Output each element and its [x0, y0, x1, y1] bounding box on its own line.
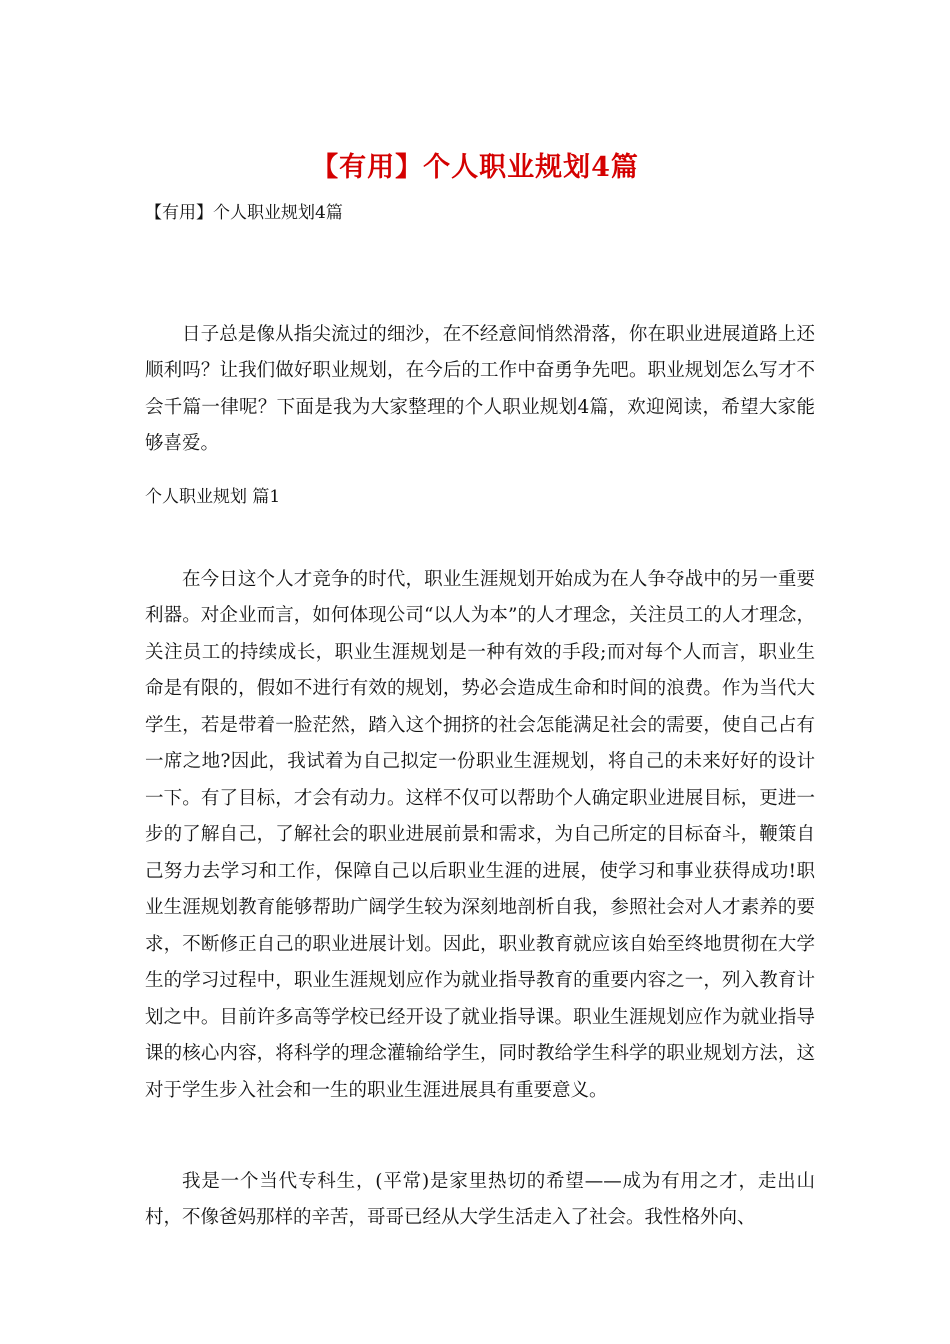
body-paragraph: 在今日这个人才竞争的时代，职业生涯规划开始成为在人争夺战中的另一重要利器。对企业而言，如何体现公司“以人为本”的人才理念，关注员工的人才理念，关注员工的持续成长，职业生涯规划是一种有效的手段;而对每个人而言，职业生命是有限的，假如不进行有效的规划，势必会造成生命和时间的浪费。作为当代大学生，若是带着一脸茫然，踏入这个拥挤的社会怎能满足社会的需要，使自己占有一席之地?因此，我试着为自己拟定一份职业生涯规划，将自己的未来好好的设计一下。有了目标，才会有动力。这样不仅可以帮助个人确定职业进展目标，更进一步的了解自己，了解社会的职业进展前景和需求，为自己所定的目标奋斗，鞭策自己努力去学习和工作，保障自己以后职业生涯的进展，使学习和事业获得成功!职业生涯规划教育能够帮助广阔学生较为深刻地剖析自我，参照社会对人才素养的要求，不断修正自己的职业进展计划。因此，职业教育就应该自始至终地贯彻在大学生的学习过程中，职业生涯规划应作为就业指导教育的重要内容之一，列入教育计划之中。目前许多高等学校已经开设了就业指导课。职业生涯规划应作为就业指导课的核心内容，将科学的理念灌输给学生，同时教给学生科学的职业规划方法，这对于学生步入社会和一生的职业生涯进展具有重要意义。	[145, 568, 815, 1101]
intro-paragraph: 日子总是像从指尖流过的细沙，在不经意间悄然滑落，你在职业进展道路上还顺利吗？让我们做好职业规划，在今后的工作中奋勇争先吧。职业规划怎么写才不会千篇一律呢？下面是我为大家整理的个人职业规划4篇，欢迎阅读，希望大家能够喜爱。	[145, 323, 815, 454]
document-subtitle: 【有用】个人职业规划4篇	[145, 203, 343, 223]
body-paragraph: 我是一个当代专科生，(平常)是家里热切的希望——成为有用之才，走出山村，不像爸妈那样的辛苦，哥哥已经从大学生活走入了社会。我性格外向、	[145, 1170, 815, 1228]
document-title: 【有用】个人职业规划4篇	[311, 152, 639, 183]
section-heading: 个人职业规划 篇1	[145, 487, 281, 507]
